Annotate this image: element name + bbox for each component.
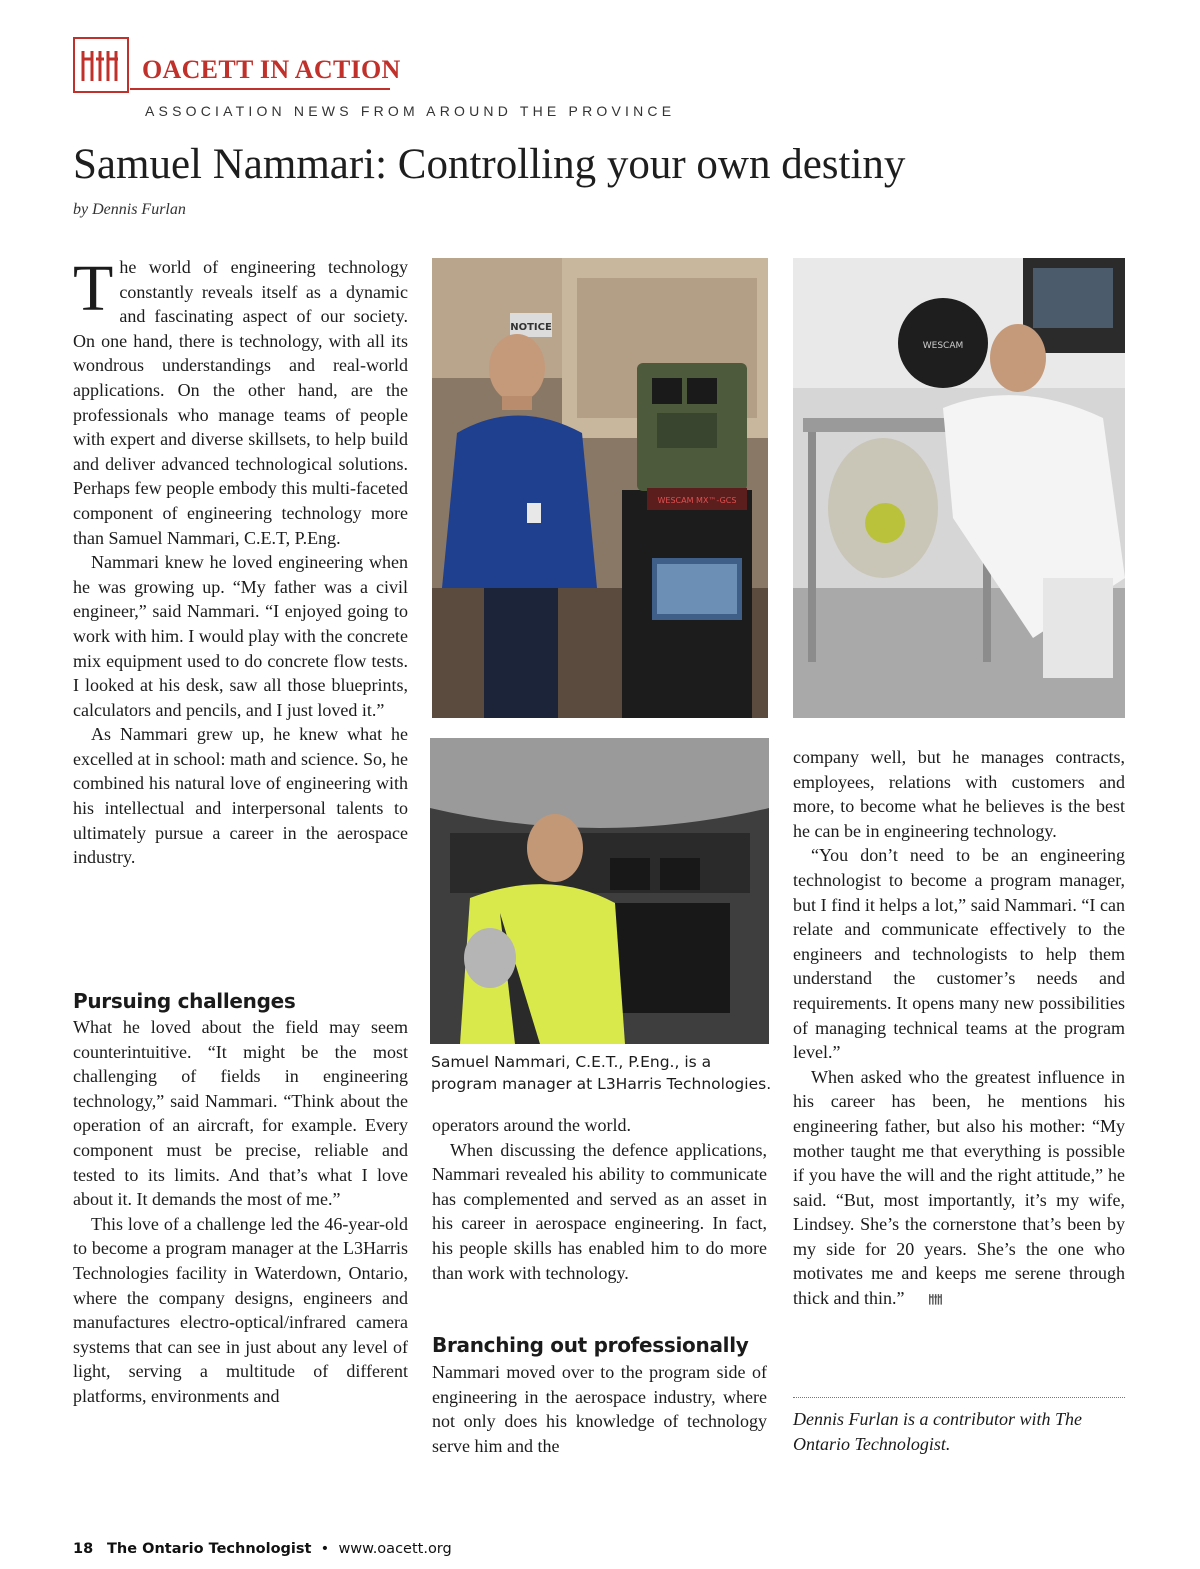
photo-lab-camera-assembly bbox=[793, 258, 1125, 718]
column-3 bbox=[793, 745, 1125, 1312]
notice-sign: NOTICE bbox=[510, 322, 552, 333]
drop-cap: T bbox=[73, 252, 114, 325]
column-2 bbox=[432, 1113, 767, 1285]
paragraph-text: he world of engineering technology constantly reveals itself as a dynamic and fascinating aspect of our society. On one hand, there is technology, with all its wondrous understandings and real-world applications. On the other hand, are the professionals who manage teams of people with expert and diverse skillsets, to help build and deliver advanced technological solutions. Perhaps few people embody this multi-faceted component of engineering technology more than Samuel Nammari, C.E.T, P.Eng. bbox=[73, 257, 408, 548]
paragraph: What he loved about the field may seem counterintuitive. “It might be the most challenging of fields in engineering technology,” said Nammari. “Think about the operation of an aircraft, for example. Every component must be precise, reliable and tested to its limits. And that’s what I love about it. It demands the most of me.” bbox=[73, 1017, 408, 1210]
page-footer bbox=[73, 1541, 452, 1557]
footer-separator: • bbox=[320, 1541, 330, 1557]
oacett-logo bbox=[73, 37, 129, 93]
footer-url[interactable]: www.oacett.org bbox=[338, 1541, 452, 1557]
byline: by Dennis Furlan bbox=[73, 201, 186, 218]
paragraph: Nammari moved over to the program side of engineering in the aerospace industry, where not only does his knowledge of technology serve him and the bbox=[432, 1362, 767, 1456]
paragraph bbox=[73, 252, 408, 550]
page-number: 18 bbox=[73, 1541, 94, 1557]
dome-label: WESCAM bbox=[922, 341, 964, 351]
paragraph: operators around the world. bbox=[432, 1115, 631, 1135]
paragraph: As Nammari grew up, he knew what he excelled at in school: math and science. So, he combined his natural love of engineering with his intellectual and interpersonal talents to ultimately pursue a career in the aerospace industry. bbox=[73, 724, 408, 868]
paragraph: This love of a challenge led the 46-year-old to become a program manager at the L3Harris Technologies facility in Waterdown, Ontario, where the company designs, engineers and manufactures electro-optical/infrared camera systems that can see in just about any level of light, serving a multitude of different platforms, environments and bbox=[73, 1213, 408, 1406]
paragraph: “You don’t need to be an engineering technologist to become a program manager, but I find it helps a lot,” said Nammari. “I can relate and communicate effectively to the engineers and technologists to help them understand the customer’s needs and requirements. It opens many new possibilities of managing technical teams at the program level.” bbox=[793, 845, 1125, 1063]
column-1 bbox=[73, 252, 408, 870]
author-bio: Dennis Furlan is a contributor with The Ontario Technologist. bbox=[793, 1409, 1083, 1454]
header-rule bbox=[130, 88, 390, 90]
subhead-pursuing-challenges: Pursuing challenges bbox=[73, 989, 296, 1013]
bio-divider bbox=[793, 1397, 1125, 1398]
column-1-continued bbox=[73, 1015, 408, 1409]
oacett-logo-icon bbox=[78, 45, 124, 85]
column-2-continued bbox=[432, 1360, 767, 1458]
camera-label: WESCAM MX™-GCS bbox=[657, 496, 737, 505]
end-mark-icon bbox=[910, 1288, 944, 1313]
paragraph: company well, but he manages contracts, employees, relations with customers and more, to become what he believes is the best he can be in engineering technology. bbox=[793, 747, 1125, 841]
photo-cockpit bbox=[430, 738, 769, 1044]
paragraph: When discussing the defence applications, Nammari revealed his ability to communicate has complemented and served as an asset in his career in aerospace engineering. In fact, his people skills has enabled him to do more than work with technology. bbox=[432, 1139, 767, 1283]
article-headline: Samuel Nammari: Controlling your own destiny bbox=[73, 141, 906, 188]
publication-name: The Ontario Technologist bbox=[107, 1541, 312, 1557]
paragraph: Nammari knew he loved engineering when he was growing up. “My father was a civil engineer,” said Nammari. “I enjoyed going to work with him. I would play with the concrete mix equipment used to do concrete flow tests. I looked at his desk, saw all those blueprints, calculators and pencils, and I just loved it.” bbox=[73, 552, 408, 720]
photo-caption: Samuel Nammari, C.E.T., P.Eng., is a program manager at L3Harris Technologies. bbox=[431, 1053, 772, 1093]
paragraph bbox=[793, 1065, 1125, 1313]
section-subtitle: ASSOCIATION NEWS FROM AROUND THE PROVINCE bbox=[145, 103, 676, 119]
subhead-branching-out: Branching out professionally bbox=[432, 1333, 749, 1357]
photo-standing-with-camera bbox=[432, 258, 768, 718]
paragraph-text: When asked who the greatest influence in his career has been, he mentions his engineering father, but also his mother: “My mother taught me that everything is possible if you have the will and the right attitude,” he said. “But, most importantly, it’s my wife, Lindsey. She’s the cornerstone that’s been by my side for 20 years. She’s the one who motivates me and keeps me serene through thick and thin.” bbox=[793, 1066, 1125, 1309]
section-title: OACETT IN ACTION bbox=[142, 55, 401, 84]
